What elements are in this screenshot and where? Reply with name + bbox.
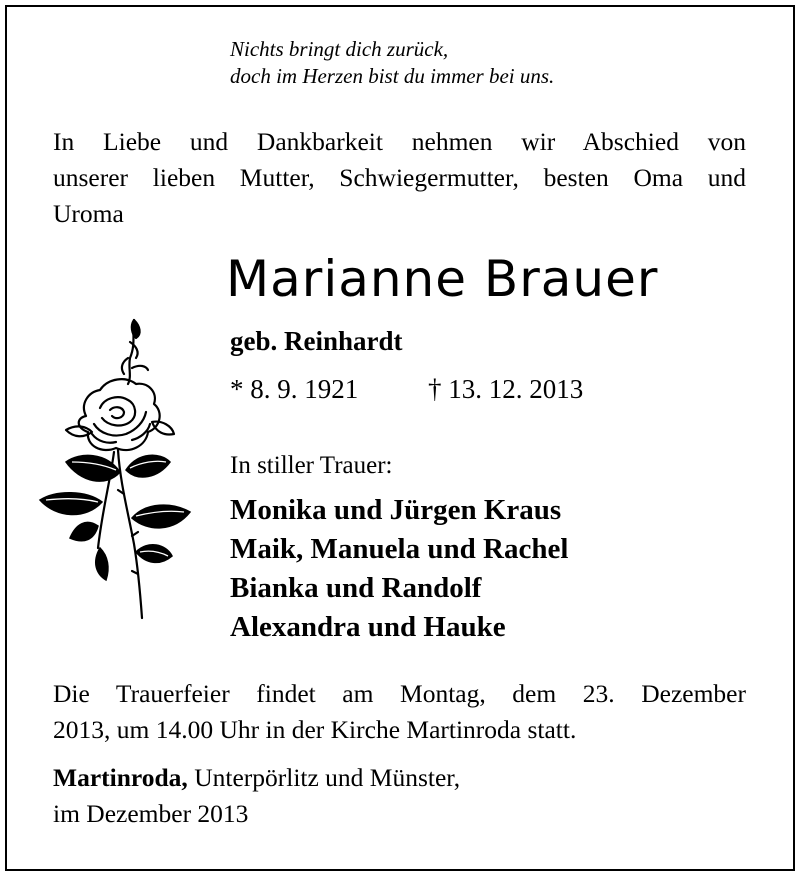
intro-line-3: Uroma [53,199,124,228]
closing-date: im Dezember 2013 [53,799,249,828]
service-line-2: 2013, um 14.00 Uhr in der Kirche Martinroda statt. [53,715,577,744]
motto-line-1: Nichts bringt dich zurück, [230,37,449,61]
intro-line-2: unserer lieben Mutter, Schwiegermutter, besten Oma und [53,163,746,192]
intro-line-1: In Liebe und Dankbarkeit nehmen wir Abschied von [53,127,746,156]
motto [230,36,554,90]
mourner-name: Monika und Jürgen Kraus [230,494,562,526]
birth-date: * 8. 9. 1921 [230,374,359,404]
place-line [53,760,460,796]
mourning-heading: In stiller Trauer: [230,452,393,479]
deceased-name: Marianne Brauer [226,250,659,308]
mourners-list [230,491,568,647]
service-text [53,676,746,748]
intro-text [53,124,746,232]
mourner-name: Maik, Manuela und Rachel [230,533,569,565]
place-main: Martinroda, [53,763,188,792]
rose-icon [36,312,196,624]
service-line-1: Die Trauerfeier findet am Montag, dem 23. Dezember [53,679,746,708]
place-and-date [53,760,460,832]
mourner-name: Bianka und Randolf [230,572,482,604]
place-rest: Unterpörlitz und Münster, [187,763,461,792]
death-date: † 13. 12. 2013 [428,374,584,404]
motto-line-2: doch im Herzen bist du immer bei uns. [230,64,555,88]
mourner-name: Alexandra und Hauke [230,611,506,643]
born-name: geb. Reinhardt [230,326,403,356]
